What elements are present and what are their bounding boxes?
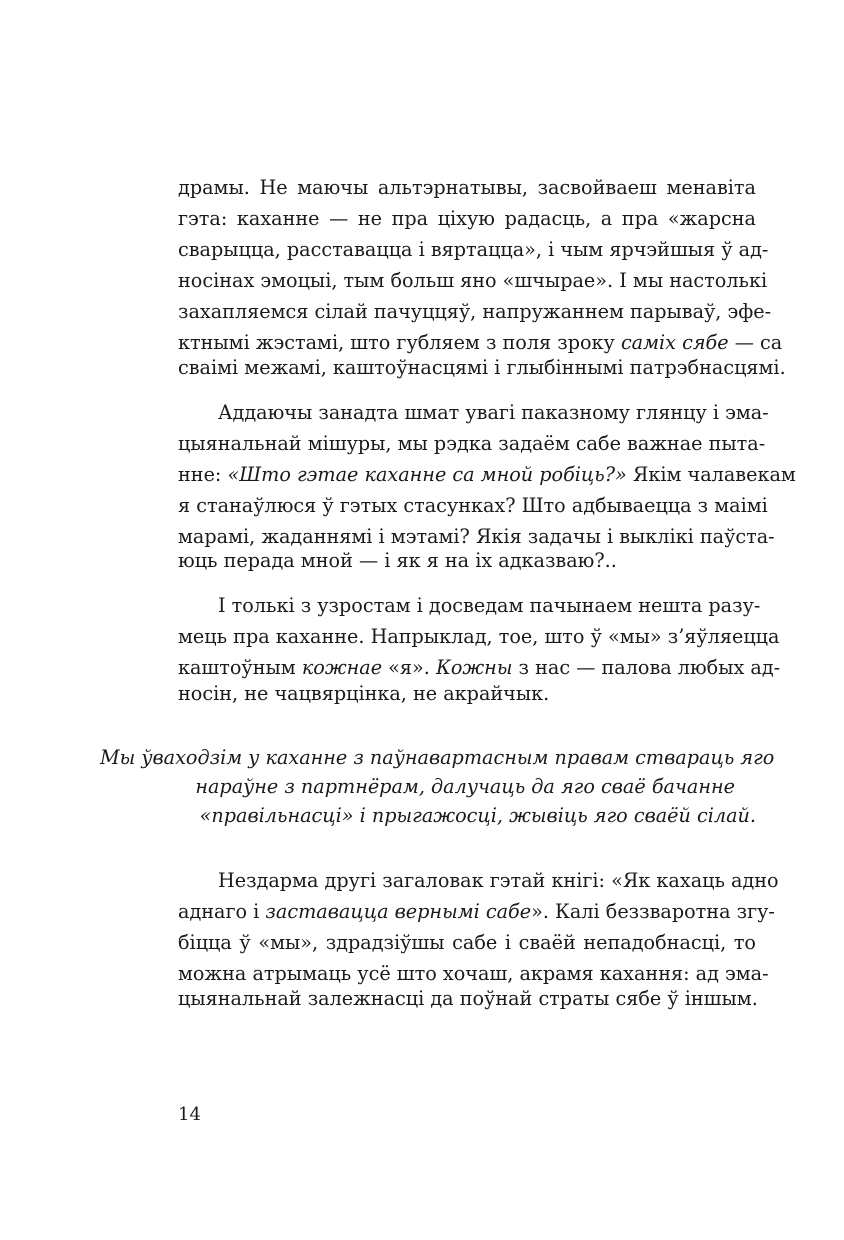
italic-text: заставацца вернымі сабе [265,900,532,923]
text-run: аднаго і [178,900,266,923]
text-line [178,684,756,703]
text-run: сваімі межамі, каштоўнасцямі і глыбіннымі патрэбнасцямі. [178,356,786,379]
text-run: Нездарма другі загаловак гэтай кнігі: «Як кахаць адно [218,869,779,892]
quote-line: нараўне з партнёрам, далучаць да яго сваё бачанне [195,775,735,798]
text-line [178,331,783,354]
text-run: можна атрымаць усё што хочаш, акрамя кахання: ад эма- [178,962,769,985]
text-line [218,401,769,424]
text-line [178,933,756,952]
text-run: марамі, жаданнямі і мэтамі? Якія задачы і выклікі паўста- [178,525,775,548]
text-line [178,178,756,197]
quote-line: Мы ўваходзім у каханне з паўнавартасным правам ствараць яго [100,746,775,769]
text-run: сварыцца, расставацца і вяртацца», і чым ярчэйшыя ў ад- [178,238,769,261]
text-run: носінах эмоцыі, тым больш яно «шчырае». І мы настолькі [178,269,768,292]
text-run: нне: [178,463,228,486]
text-line [178,432,766,455]
text-run: юць перада мной — і як я на іх адказваю?.. [178,549,617,572]
text-line [178,463,796,486]
text-line [178,356,786,379]
text-run: — са [728,331,783,354]
text-line [178,625,780,648]
text-line [218,594,761,617]
text-run: захапляемся сілай пачуццяў, напружаннем парываў, эфе- [178,300,772,323]
italic-text: Кожны [435,656,513,679]
text-run: «я». [382,656,436,679]
text-line [178,300,772,323]
italic-text: «Што гэтае каханне са мной робіць?» [227,463,627,486]
text-line [178,525,775,548]
text-run: драмы. Не маючы альтэрнатывы, засвойваеш менавіта [178,176,756,199]
quote-line: «правільнасці» і прыгажосці, жывіць яго сваёй сілай. [199,804,756,827]
text-line [178,989,756,1008]
text-run: біцца ў «мы», здрадзіўшы сабе і сваёй непадобнасці, то [178,931,756,954]
text-run: Якім чалавекам [626,463,796,486]
text-run: я станаўлюся ў гэтых стасунках? Што адбываецца з маімі [178,494,768,517]
text-run: Аддаючы занадта шмат увагі паказному глянцу і эма- [218,401,769,424]
text-run: з нас — палова любых ад- [512,656,781,679]
text-run: цыянальнай залежнасці да поўнай страты сябе ў іншым. [178,987,758,1010]
text-line [178,962,769,985]
text-line [178,656,781,679]
text-line [178,900,775,923]
text-run: каштоўным [178,656,302,679]
text-run: ». Калі беззваротна згу- [531,900,775,923]
text-line [178,238,769,261]
text-line [178,269,768,292]
text-run: гэта: каханне — не пра ціхую радасць, а пра «жарсна [178,207,756,230]
text-line [218,869,779,892]
text-run: носін, не чацвярцінка, не акрайчык. [178,682,550,705]
text-run: ктнымі жэстамі, што губляем з поля зроку [178,331,621,354]
text-run: І толькі з узростам і досведам пачынаем нешта разу- [218,594,761,617]
italic-text: саміх сябе [620,331,729,354]
page-number: 14 [178,1104,201,1125]
text-run: мець пра каханне. Напрыклад, тое, што ў «мы» з’яўляецца [178,625,780,648]
text-line [178,209,756,228]
text-line [178,494,768,517]
italic-text: кожнае [301,656,383,679]
text-run: цыянальнай мішуры, мы рэдка задаём сабе важнае пыта- [178,432,766,455]
text-line [178,551,756,570]
